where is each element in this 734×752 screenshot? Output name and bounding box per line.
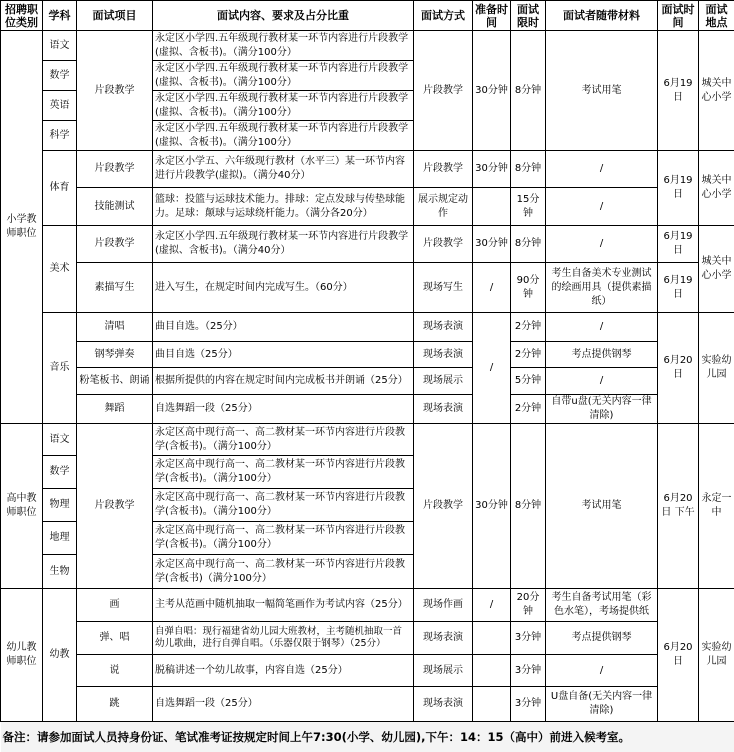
- col-position: 招聘职位类别: [1, 1, 43, 31]
- table-row: [1, 687, 734, 722]
- date-cell: 6月20日 下午: [658, 424, 699, 589]
- limit-cell: 3分钟: [511, 655, 546, 687]
- place-cell: 实验幼儿园: [699, 589, 734, 722]
- prep-cell: 30分钟: [473, 31, 511, 151]
- place-cell: 实验幼儿园: [699, 313, 734, 424]
- table-row: [1, 31, 734, 61]
- item-cell: 片段教学: [77, 424, 153, 589]
- subject-cell: 音乐: [43, 313, 77, 424]
- content-cell: 永定区小学四.五年级现行教材某一环节内容进行片段教学(虚拟、含板书)。（满分40分）: [153, 226, 414, 263]
- materials-cell: 考生自备美术专业测试的绘画用具（提供素描纸）: [546, 263, 658, 313]
- method-cell: 现场写生: [414, 263, 473, 313]
- table-row: [1, 368, 734, 395]
- materials-cell: /: [546, 655, 658, 687]
- subject-cell: 语文: [43, 424, 77, 456]
- table-row: [1, 226, 734, 263]
- table-row: [1, 342, 734, 368]
- header-row: [1, 1, 734, 31]
- content-cell: 主考从范画中随机抽取一幅简笔画作为考试内容（25分）: [153, 589, 414, 622]
- content-cell: 自弹自唱：现行福建省幼儿园大班教材，主考随机抽取一首幼儿歌曲，进行自弹自唱。（乐器仅限于钢琴）（25分）: [153, 622, 414, 655]
- materials-cell: /: [546, 313, 658, 342]
- place-cell: 永定一中: [699, 424, 734, 589]
- materials-cell: 考点提供钢琴: [546, 342, 658, 368]
- place-cell: 城关中心小学: [699, 226, 734, 313]
- limit-cell: 2分钟: [511, 313, 546, 342]
- col-place: 面试地点: [699, 1, 734, 31]
- limit-cell: 90分钟: [511, 263, 546, 313]
- content-cell: 根据所提供的内容在规定时间内完成板书并朗诵（25分）: [153, 368, 414, 395]
- subject-cell: 英语: [43, 91, 77, 121]
- position-cell: 幼儿教师职位: [1, 589, 43, 722]
- limit-cell: 2分钟: [511, 342, 546, 368]
- content-cell: 永定区高中现行高一、高二教材某一环节内容进行片段教学(含板书)。（满分100分）: [153, 522, 414, 555]
- content-cell: 自选舞蹈一段（25分）: [153, 395, 414, 424]
- method-cell: 片段教学: [414, 424, 473, 589]
- item-cell: 片段教学: [77, 151, 153, 188]
- content-cell: 曲目自选。（25分）: [153, 313, 414, 342]
- content-cell: 自选舞蹈一段（25分）: [153, 687, 414, 722]
- table-row: [1, 589, 734, 622]
- subject-cell: 科学: [43, 121, 77, 151]
- subject-cell: 体育: [43, 151, 77, 226]
- item-cell: 舞蹈: [77, 395, 153, 424]
- prep-cell: [473, 188, 511, 226]
- method-cell: 现场展示: [414, 368, 473, 395]
- content-cell: 篮球：投篮与运球技术能力。排球：定点发球与传垫球能力。足球：颠球与运球绕杆能力。（满分各20分）: [153, 188, 414, 226]
- table-row: [1, 622, 734, 655]
- col-materials: 面试者随带材料: [546, 1, 658, 31]
- place-cell: 城关中心小学: [699, 31, 734, 151]
- item-cell: 片段教学: [77, 31, 153, 151]
- method-cell: 片段教学: [414, 31, 473, 151]
- limit-cell: 2分钟: [511, 395, 546, 424]
- item-cell: 钢琴弹奏: [77, 342, 153, 368]
- method-cell: 现场表演: [414, 687, 473, 722]
- col-content: 面试内容、要求及占分比重: [153, 1, 414, 31]
- materials-cell: 自带u盘(无关内容一律清除): [546, 395, 658, 424]
- col-limit: 面试限时: [511, 1, 546, 31]
- item-cell: 说: [77, 655, 153, 687]
- limit-cell: 8分钟: [511, 31, 546, 151]
- subject-cell: 幼教: [43, 589, 77, 722]
- item-cell: 粉笔板书、朗诵: [77, 368, 153, 395]
- limit-cell: 3分钟: [511, 622, 546, 655]
- content-cell: 永定区小学四.五年级现行教材某一环节内容进行片段教学(虚拟、含板书)。（满分100分）: [153, 91, 414, 121]
- prep-cell: [473, 687, 511, 722]
- item-cell: 弹、唱: [77, 622, 153, 655]
- limit-cell: 15分钟: [511, 188, 546, 226]
- col-date: 面试时间: [658, 1, 699, 31]
- materials-cell: 考试用笔: [546, 424, 658, 589]
- materials-cell: /: [546, 188, 658, 226]
- item-cell: 跳: [77, 687, 153, 722]
- limit-cell: 8分钟: [511, 424, 546, 589]
- content-cell: 永定区小学四.五年级现行教材某一环节内容进行片段教学(虚拟、含板书)。（满分100分）: [153, 31, 414, 61]
- col-subject: 学科: [43, 1, 77, 31]
- subject-cell: 数学: [43, 61, 77, 91]
- subject-cell: 物理: [43, 489, 77, 522]
- prep-cell: [473, 622, 511, 655]
- item-cell: 技能测试: [77, 188, 153, 226]
- subject-cell: 地理: [43, 522, 77, 555]
- prep-cell: 30分钟: [473, 226, 511, 263]
- table-row: [1, 188, 734, 226]
- content-cell: 永定区高中现行高一、高二教材某一环节内容进行片段教学(含板书)。（满分100分）: [153, 456, 414, 489]
- limit-cell: 3分钟: [511, 687, 546, 722]
- content-cell: 脱稿讲述一个幼儿故事，内容自选（25分）: [153, 655, 414, 687]
- prep-cell: [473, 655, 511, 687]
- subject-cell: 数学: [43, 456, 77, 489]
- method-cell: 片段教学: [414, 151, 473, 188]
- date-cell: 6月19日: [658, 263, 699, 313]
- prep-cell: 30分钟: [473, 151, 511, 188]
- materials-cell: /: [546, 368, 658, 395]
- col-method: 面试方式: [414, 1, 473, 31]
- method-cell: 现场表演: [414, 395, 473, 424]
- limit-cell: 8分钟: [511, 151, 546, 188]
- method-cell: 现场作画: [414, 589, 473, 622]
- item-cell: 清唱: [77, 313, 153, 342]
- content-cell: 永定区小学五、六年级现行教材（水平三）某一环节内容进行片段教学(虚拟)。（满分40分）: [153, 151, 414, 188]
- method-cell: 现场表演: [414, 313, 473, 342]
- date-cell: 6月19日: [658, 151, 699, 226]
- position-cell: 高中教师职位: [1, 424, 43, 589]
- date-cell: 6月19日: [658, 31, 699, 151]
- materials-cell: /: [546, 226, 658, 263]
- table-row: [1, 263, 734, 313]
- date-cell: 6月20日: [658, 313, 699, 424]
- item-cell: 画: [77, 589, 153, 622]
- subject-cell: 语文: [43, 31, 77, 61]
- table-row: [1, 424, 734, 456]
- prep-cell: /: [473, 589, 511, 622]
- content-cell: 进入写生，在规定时间内完成写生。（60分）: [153, 263, 414, 313]
- method-cell: 展示规定动作: [414, 188, 473, 226]
- table-row: [1, 151, 734, 188]
- content-cell: 永定区高中现行高一、高二教材某一环节内容进行片段教学(含板书)。（满分100分）: [153, 489, 414, 522]
- table-row: [1, 395, 734, 424]
- materials-cell: 考试用笔: [546, 31, 658, 151]
- method-cell: 现场表演: [414, 622, 473, 655]
- note-text: 备注：请参加面试人员持身份证、笔试准考证按规定时间上午7:30(小学、幼儿园),下午：14：15（高中）前进入候考室。: [1, 722, 734, 752]
- date-cell: 6月20日: [658, 589, 699, 722]
- col-prep: 准备时间: [473, 1, 511, 31]
- prep-cell: 30分钟: [473, 424, 511, 589]
- content-cell: 永定区小学四.五年级现行教材某一环节内容进行片段教学(虚拟、含板书)。（满分100分）: [153, 61, 414, 91]
- method-cell: 现场展示: [414, 655, 473, 687]
- content-cell: 曲目自选（25分）: [153, 342, 414, 368]
- materials-cell: 考生自备考试用笔（彩色水笔），考场提供纸: [546, 589, 658, 622]
- col-item: 面试项目: [77, 1, 153, 31]
- materials-cell: U盘自备(无关内容一律清除): [546, 687, 658, 722]
- method-cell: 片段教学: [414, 226, 473, 263]
- materials-cell: /: [546, 151, 658, 188]
- method-cell: 现场表演: [414, 342, 473, 368]
- item-cell: 片段教学: [77, 226, 153, 263]
- content-cell: 永定区高中现行高一、高二教材某一环节内容进行片段教学(含板书)（满分100分）: [153, 555, 414, 589]
- date-cell: 6月19日: [658, 226, 699, 263]
- limit-cell: 5分钟: [511, 368, 546, 395]
- item-cell: 素描写生: [77, 263, 153, 313]
- content-cell: 永定区小学四.五年级现行教材某一环节内容进行片段教学(虚拟、含板书)。（满分100分）: [153, 121, 414, 151]
- limit-cell: 20分钟: [511, 589, 546, 622]
- subject-cell: 美术: [43, 226, 77, 313]
- materials-cell: 考点提供钢琴: [546, 622, 658, 655]
- note-row: [1, 722, 734, 752]
- table-row: [1, 313, 734, 342]
- prep-cell: /: [473, 263, 511, 313]
- limit-cell: 8分钟: [511, 226, 546, 263]
- place-cell: 城关中心小学: [699, 151, 734, 226]
- subject-cell: 生物: [43, 555, 77, 589]
- table-row: [1, 655, 734, 687]
- prep-cell: /: [473, 313, 511, 424]
- position-cell: 小学教师职位: [1, 31, 43, 424]
- content-cell: 永定区高中现行高一、高二教材某一环节内容进行片段教学(含板书)。（满分100分）: [153, 424, 414, 456]
